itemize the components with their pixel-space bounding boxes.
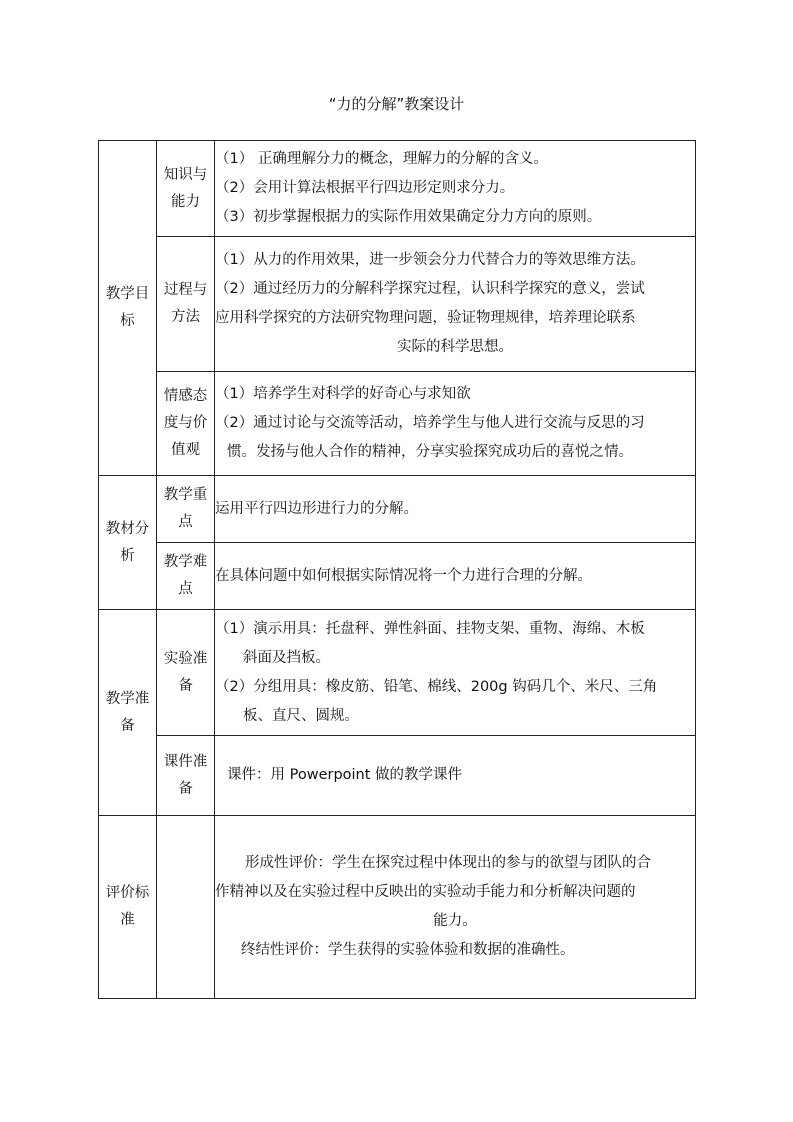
- content-difficulty: [215, 543, 696, 610]
- experiment-line: （2）分组用具：橡皮筋、铅笔、棉线、200g 钩码几个、米尺、三角: [215, 678, 658, 695]
- category-analysis: 教材分析: [99, 476, 157, 610]
- row-emotion: [99, 372, 696, 476]
- evaluation-line: 形成性评价：学生在探究过程中体现出的参与的欲望与团队的合: [245, 855, 651, 871]
- sub-courseware: 课件准备: [157, 736, 215, 816]
- row-knowledge: [99, 141, 696, 237]
- lesson-plan-table: [98, 140, 696, 999]
- sub-difficulty: 教学难点: [157, 543, 215, 610]
- experiment-line: （1）演示用具：托盘秤、弹性斜面、挂物支架、重物、海绵、木板: [215, 620, 645, 637]
- category-prep: 教学准备: [99, 610, 157, 816]
- key-point-text: 运用平行四边形进行力的分解。: [215, 500, 418, 517]
- content-courseware: [215, 736, 696, 816]
- category-evaluation: 评价标准: [99, 816, 157, 999]
- row-evaluation: [99, 816, 696, 999]
- content-knowledge: [215, 141, 696, 237]
- knowledge-line: （1） 正确理解分力的概念，理解力的分解的含义。: [215, 151, 548, 167]
- content-process: [215, 237, 696, 372]
- row-experiment: [99, 610, 696, 736]
- evaluation-line: 能力。: [433, 913, 477, 929]
- document-title: “力的分解”教案设计: [328, 95, 465, 113]
- content-experiment: [215, 610, 696, 736]
- process-line: 应用科学探究的方法研究物理问题，验证物理规律，培养理论联系: [215, 310, 636, 326]
- sub-knowledge: 知识与能力: [157, 141, 215, 237]
- sub-emotion: 情感态度与价值观: [157, 372, 215, 476]
- evaluation-line: 作精神以及在实验过程中反映出的实验动手能力和分析解决问题的: [215, 884, 636, 900]
- experiment-line: 斜面及挡板。: [243, 649, 330, 666]
- knowledge-line: （2）会用计算法根据平行四边形定则求分力。: [215, 180, 515, 196]
- process-line: （2）通过经历力的分解科学探究过程，认识科学探究的意义，尝试: [215, 281, 645, 297]
- process-line: （1）从力的作用效果，进一步领会分力代替合力的等效思维方法。: [215, 252, 645, 268]
- content-evaluation: [215, 816, 696, 999]
- sub-experiment: 实验准备: [157, 610, 215, 736]
- difficulty-text: 在具体问题中如何根据实际情况将一个力进行合理的分解。: [215, 567, 592, 584]
- content-emotion: [215, 372, 696, 476]
- emotion-line: （2）通过讨论与交流等活动，培养学生与他人进行交流与反思的习: [215, 415, 645, 431]
- sub-key-point: 教学重点: [157, 476, 215, 543]
- content-key-point: [215, 476, 696, 543]
- row-process: [99, 237, 696, 372]
- row-key-point: [99, 476, 696, 543]
- category-goals: 教学目标: [99, 141, 157, 476]
- knowledge-line: （3）初步掌握根据力的实际作用效果确定分力方向的原则。: [215, 209, 602, 225]
- sub-process: 过程与方法: [157, 237, 215, 372]
- row-courseware: [99, 736, 696, 816]
- process-line: 实际的科学思想。: [397, 339, 513, 355]
- evaluation-line: 终结性评价：学生获得的实验体验和数据的准确性。: [241, 942, 575, 958]
- experiment-line: 板、直尺、圆规。: [243, 707, 359, 724]
- courseware-text: 课件：用 Powerpoint 做的教学课件: [227, 767, 463, 783]
- sub-evaluation-empty: [157, 816, 215, 999]
- emotion-line: （1）培养学生对科学的好奇心与求知欲: [215, 386, 471, 402]
- row-difficulty: [99, 543, 696, 610]
- emotion-line: 惯。发扬与他人合作的精神，分享实验探究成功后的喜悦之情。: [227, 444, 633, 460]
